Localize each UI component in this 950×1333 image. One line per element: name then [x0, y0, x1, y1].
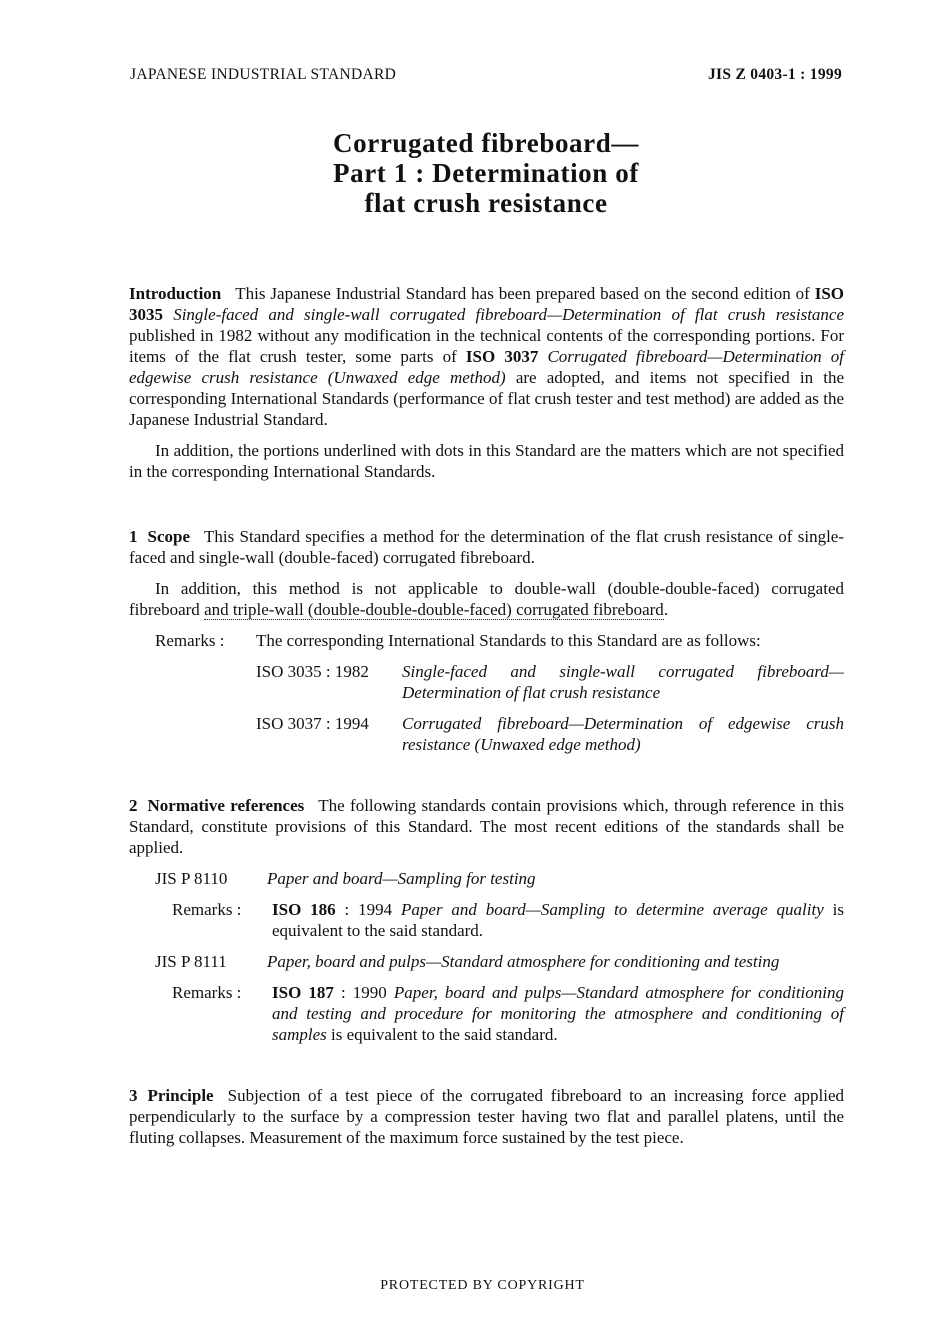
remarks-label: Remarks : [155, 631, 225, 650]
running-header-left: JAPANESE INDUSTRIAL STANDARD [130, 66, 397, 83]
introduction-section [129, 283, 844, 492]
remarks-label: Remarks : [172, 983, 242, 1002]
jis-reference-row [129, 951, 844, 972]
title-line-1: Corrugated fibreboard— [333, 128, 639, 158]
jis-reference-row [129, 868, 844, 889]
remarks-text: The corresponding International Standards to this Standard are as follows: [256, 631, 761, 650]
iso-3037-ref: ISO 3037 [465, 347, 539, 366]
jis-remarks [129, 982, 844, 1045]
scope-number: 1 [129, 527, 138, 546]
remarks-text: ISO 186 : 1994 Paper and board—Sampling to determine average quality is equivalent to the said standard. [272, 900, 844, 940]
document-title [0, 128, 950, 218]
scope-heading: Scope [147, 527, 190, 546]
title-line-3: flat crush resistance [364, 188, 608, 218]
introduction-paragraph-1: Introduction This Japanese Industrial Standard has been prepared based on the second edition of ISO 3035 Single-faced and single-wall corrugated fibreboard—Determination of flat crush resistance published in 1982 without any modification in the technical contents of the corresponding portions. For items of the flat crush tester, some parts of ISO 3037 Corrugated fibreboard—Determination of edgewise crush resistance (Unwaxed edge method) are adopted, and items not specified in the corresponding International Standards (performance of flat crush tester and test method) are added as the Japanese Industrial Standard. [129, 284, 845, 429]
iso-reference-row: ISO 3037 : 1994 Corrugated fibreboard—Determination of edgewise crush resistance (Unwaxed edge method) [256, 714, 844, 754]
iso-3035-ref: ISO 3035 [129, 284, 844, 324]
title-line-2: Part 1 : Determination of [333, 158, 639, 188]
principle-number: 3 [129, 1086, 138, 1105]
scope-section [129, 526, 844, 765]
jis-remarks [129, 899, 844, 941]
jis-title: Paper, board and pulps—Standard atmosphere for conditioning and testing [267, 952, 780, 971]
scope-paragraph-1: 1 Scope This Standard specifies a method for the determination of the flat crush resistance of single-faced and single-wall (double-faced) corrugated fibreboard. [129, 527, 844, 567]
jis-code: JIS P 8111 [155, 952, 227, 971]
normative-heading: Normative references [147, 796, 305, 815]
iso-reference-row: ISO 3035 : 1982 Single-faced and single-wall corrugated fibreboard—Determination of flat crush resistance [256, 662, 844, 702]
principle-section [129, 1085, 844, 1158]
standard-number: JIS Z 0403-1 : 1999 [707, 66, 842, 83]
copyright-footer: PROTECTED BY COPYRIGHT [380, 1278, 585, 1293]
normative-paragraph: 2 Normative references The following standards contain provisions which, through reference in this Standard, constitute provisions of this Standard. The most recent editions of the standards shall be applied. [129, 796, 844, 857]
scope-paragraph-2: In addition, this method is not applicable to double-wall (double-double-faced) corrugated fibreboard and triple-wall (double-double-double-faced) corrugated fibreboard. [129, 579, 844, 619]
dotted-underline-text: and triple-wall (double-double-double-faced) corrugated fibreboard [204, 600, 664, 619]
principle-heading: Principle [147, 1086, 214, 1105]
principle-paragraph: 3 Principle Subjection of a test piece of the corrugated fibreboard to an increasing force applied perpendicularly to the surface by a compression tester having two flat and parallel platens, until the fluting collapses. Measurement of the maximum force sustained by the test piece. [129, 1086, 844, 1147]
scope-remarks [129, 630, 844, 651]
jis-title: Paper and board—Sampling for testing [267, 869, 536, 888]
introduction-heading: Introduction [129, 284, 222, 303]
normative-references-section [129, 795, 844, 1055]
normative-number: 2 [129, 796, 138, 815]
remarks-text: ISO 187 : 1990 Paper, board and pulps—Standard atmosphere for conditioning and testing and procedure for monitoring the atmosphere and conditioning of samples is equivalent to the said standard. [272, 983, 844, 1044]
remarks-label: Remarks : [172, 900, 242, 919]
jis-code: JIS P 8110 [155, 869, 228, 888]
introduction-paragraph-2: In addition, the portions underlined with dots in this Standard are the matters which are not specified in the corresponding International Standards. [129, 441, 844, 481]
iso-reference-list [129, 661, 844, 755]
